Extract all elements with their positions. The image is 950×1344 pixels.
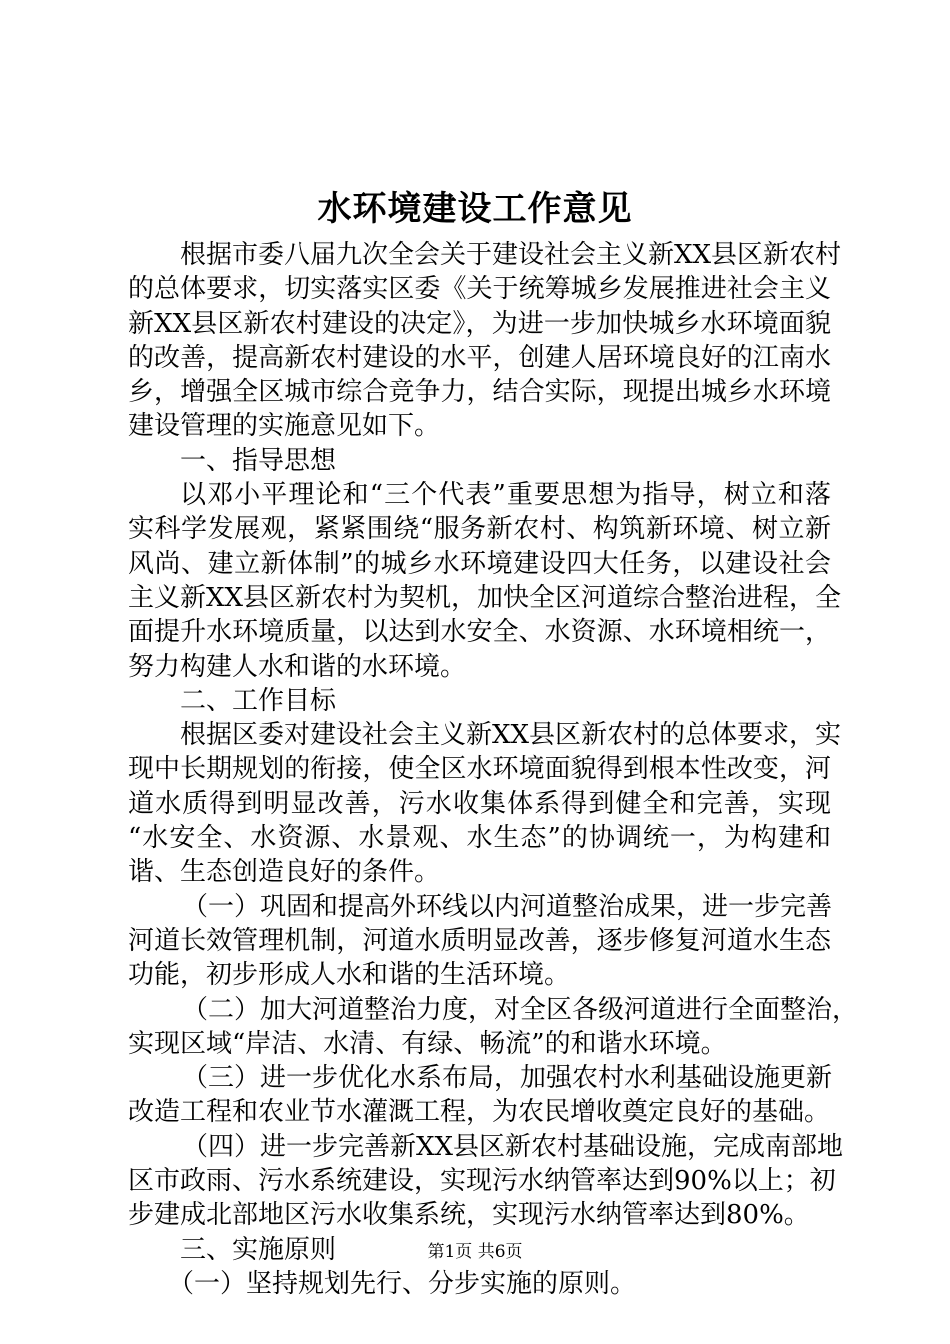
section-heading: 二、工作目标 — [180, 685, 337, 716]
paragraph-line: 的改善，提高新农村建设的水平，创建人居环境良好的江南水 — [128, 342, 831, 373]
list-item-line: （四）进一步完善新XX县区新农村基础设施，完成南部地 — [182, 1131, 844, 1162]
paragraph-line: 道水质得到明显改善，污水收集体系得到健全和完善，实现 — [128, 788, 831, 819]
paragraph-line: 以邓小平理论和“三个代表”重要思想为指导，树立和落 — [180, 480, 831, 511]
paragraph-line: 风尚、建立新体制”的城乡水环境建设四大任务，以建设社会 — [128, 548, 831, 579]
list-item-line: （一）巩固和提高外环线以内河道整治成果，进一步完善 — [182, 891, 833, 922]
paragraph-line: 现中长期规划的衔接，使全区水环境面貌得到根本性改变，河 — [128, 754, 831, 785]
document-body — [128, 238, 859, 1301]
page-number-footer: 第1页 共6页 — [427, 1242, 523, 1262]
list-item-line: 改造工程和农业节水灌溉工程，为农民增收奠定良好的基础。 — [128, 1097, 831, 1128]
list-item-line: 区市政雨、污水系统建设，实现污水纳管率达到90%以上；初 — [128, 1166, 836, 1197]
list-item-line: 实现区域“岸洁、水清、有绿、畅流”的和谐水环境。 — [128, 1028, 727, 1059]
paragraph-line: 面提升水环境质量，以达到水安全、水资源、水环境相统一， — [128, 617, 831, 648]
section-heading: 一、指导思想 — [180, 445, 337, 476]
list-item-line: 步建成北部地区污水收集系统，实现污水纳管率达到80%。 — [128, 1200, 810, 1231]
paragraph-line: 乡，增强全区城市综合竞争力，结合实际，现提出城乡水环境 — [128, 377, 831, 408]
list-item-line: （三）进一步优化水系布局，加强农村水利基础设施更新 — [182, 1063, 833, 1094]
section-heading: 三、实施原则 — [180, 1234, 337, 1265]
paragraph-line: 新XX县区新农村建设的决定》，为进一步加快城乡水环境面貌 — [128, 308, 831, 339]
paragraph-line: 的总体要求，切实落实区委《关于统筹城乡发展推进社会主义 — [128, 274, 831, 305]
paragraph-line: 建设管理的实施意见如下。 — [128, 411, 441, 442]
paragraph-line: 实科学发展观，紧紧围绕“服务新农村、构筑新环境、树立新 — [128, 514, 831, 545]
list-item-line: （二）加大河道整治力度，对全区各级河道进行全面整治， — [182, 994, 859, 1025]
paragraph-line: 根据区委对建设社会主义新XX县区新农村的总体要求，实 — [180, 720, 842, 751]
paragraph-line: 主义新XX县区新农村为契机，加快全区河道综合整治进程，全 — [128, 582, 842, 613]
list-item-line: （一）坚持规划先行、分步实施的原则。 — [168, 1268, 637, 1299]
paragraph-line: “水安全、水资源、水景观、水生态”的协调统一，为构建和 — [128, 823, 831, 854]
paragraph-line: 谐、生态创造良好的条件。 — [128, 857, 441, 888]
list-item-line: 河道长效管理机制，河道水质明显改善，逐步修复河道水生态 — [128, 925, 831, 956]
paragraph-line: 努力构建人水和谐的水环境。 — [128, 651, 467, 682]
paragraph-line: 根据市委八届九次全会关于建设社会主义新XX县区新农村 — [180, 240, 842, 270]
document-title: 水环境建设工作意见 — [317, 189, 633, 229]
list-item-line: 功能，初步形成人水和谐的生活环境。 — [128, 960, 571, 991]
